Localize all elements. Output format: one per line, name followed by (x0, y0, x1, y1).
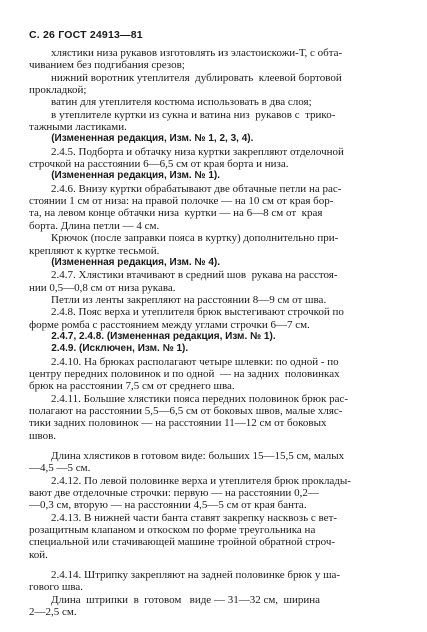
text-line: центру передних половинок и по одной — на задних половинках (29, 367, 340, 380)
text-line: крепляют к куртке тесьмой. (29, 244, 160, 257)
text-line: Петли из ленты закрепляют на расстоянии 8—9 см от шва. (29, 293, 327, 306)
text-line: брюк на расстоянии 7,5 см от среднего шва. (29, 380, 235, 393)
text-line: Длина хлястиков в готовом виде: больших 15—15,5 см, малых (29, 450, 345, 462)
text-line: вают две отделочные строчки: первую — на расстоянии 0,2— (29, 487, 319, 500)
text-line: 2.4.7. Хлястики втачивают в средний шов рукава на расстоя- (29, 269, 338, 282)
text-line: форме ромба с расстоянием между углами строчки 6—7 см. (29, 318, 310, 331)
text-line: 2.4.5. Подборта и обтачку низа куртки закрепляют отделочной (29, 145, 344, 158)
text-line: 2.4.10. На брюках располагают четыре шлевки: по одной - по (29, 355, 339, 368)
text-line: кой. (29, 548, 48, 561)
amendment-note-line: (Измененная редакция, Изм. № 4). (29, 256, 221, 268)
text-line: 2.4.13. В нижней части банта ставят закрепку насквозь с вет- (29, 511, 338, 524)
amendment-note-line: 2.4.9. (Исключен, Изм. № 1). (29, 343, 189, 355)
text-line: тики задних половинок — на расстоянии 11—12 см от боковых (29, 417, 327, 430)
text-line: та, на левом конце обтачки низа куртки — на 6—8 см от края (29, 207, 323, 220)
text-line: ватин для утеплителя костюма использовать в два слоя; (29, 96, 312, 109)
text-line: розащитным клапаном и откоском по форме треугольника на (29, 524, 316, 537)
page-header: С. 26 ГОСТ 24913—81 (29, 29, 143, 41)
text-line: стоянии 1 см от низа: на правой полочке — на 10 см от края бор- (29, 195, 334, 208)
text-line: 2.4.14. Штрипку закрепляют на задней половинке брюк у ша- (29, 569, 341, 582)
text-line: Крючок (после заправки пояса в куртку) дополнительно при- (29, 232, 339, 245)
text-line: 2.4.6. Внизу куртки обрабатывают две обтачные петли на рас- (29, 182, 342, 195)
text-line: 2.4.12. По левой половинке верха и утеплителя брюк проклады- (29, 474, 351, 487)
text-line: прокладкой; (29, 84, 87, 97)
text-line: 2—2,5 см. (29, 606, 77, 619)
amendment-note-line: (Измененная редакция, Изм. № 1, 2, 3, 4). (29, 133, 254, 145)
text-line: строчкой на расстоянии 6—6,5 см от края борта и низа. (29, 158, 289, 171)
text-line: гового шва. (29, 581, 83, 594)
text-line: хлястики низа рукавов изготовлять из эластоискожи-Т, с обта- (29, 47, 343, 59)
text-line: борта. Длина петли — 4 см. (29, 219, 160, 232)
text-line: 2.4.8. Пояс верха и утеплителя брюк выстегивают строчкой по (29, 306, 344, 319)
paragraph-gap (29, 442, 403, 450)
text-line: тажными ластиками. (29, 121, 127, 134)
document-body (29, 47, 403, 618)
text-line: в утеплителе куртки из сукна и ватина низ рукавов с трико- (29, 108, 336, 121)
text-line: 2.4.11. Большие хлястики пояса передних половинок брюк рас- (29, 392, 349, 405)
text-line: нижний воротник утеплителя дублировать клеевой бортовой (29, 71, 342, 84)
amendment-note-line: (Измененная редакция, Изм. № 1). (29, 170, 221, 182)
text-line: Длина штрипки в готовом виде — 31—32 см, ширина (29, 593, 321, 606)
amendment-note-line: 2.4.7, 2.4.8. (Измененная редакция, Изм. № 1). (29, 330, 276, 342)
text-line: специальной или стачивающей машине тройной обратной строч- (29, 536, 336, 549)
text-line: —0,3 см, вторую — на расстоянии 4,5—5 см от края банта. (29, 499, 307, 512)
text-line: нии 0,5—0,8 см от низа рукава. (29, 281, 176, 294)
text-line: —4,5 —5 см. (29, 462, 91, 475)
text-line: чиванием без подгибания срезов; (29, 59, 185, 72)
text-line: полагают на расстоянии 5,5—6,5 см от боковых швов, малые хляс- (29, 404, 343, 417)
paragraph-gap (29, 561, 403, 569)
text-line: швов. (29, 429, 57, 442)
